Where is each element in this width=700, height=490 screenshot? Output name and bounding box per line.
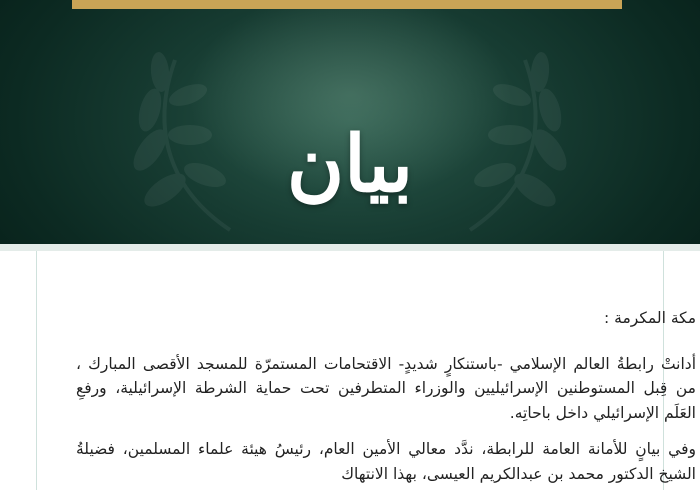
statement-body (76, 306, 696, 486)
dateline: مكة المكرمة : (604, 309, 696, 327)
paragraph-1: أدانتْ رابطةُ العالم الإسلامي -باستنكارٍ شديدٍ- الاقتحامات المستمرّة للمسجد الأقصى المبارك ، من قِبل المستوطنين الإسرائيليين والوزراء المتطرفين تحت حماية الشرطة الإسرائيلية، ورفعِ العَلَم الإسرائيلي داخل باحاتِه. (76, 354, 696, 422)
paragraph-2: وفي بيانٍ للأمانة العامة للرابطة، ندَّد معالي الأمين العام، رئيسُ هيئة علماء المسلمين، فضيلةُ الشيخ الدكتور محمد بن عبدالكريم العيسى، بهذا الانتهاك (76, 440, 696, 483)
header-banner (0, 0, 700, 244)
banner-divider (0, 244, 700, 251)
statement-title: بيان (286, 119, 414, 210)
